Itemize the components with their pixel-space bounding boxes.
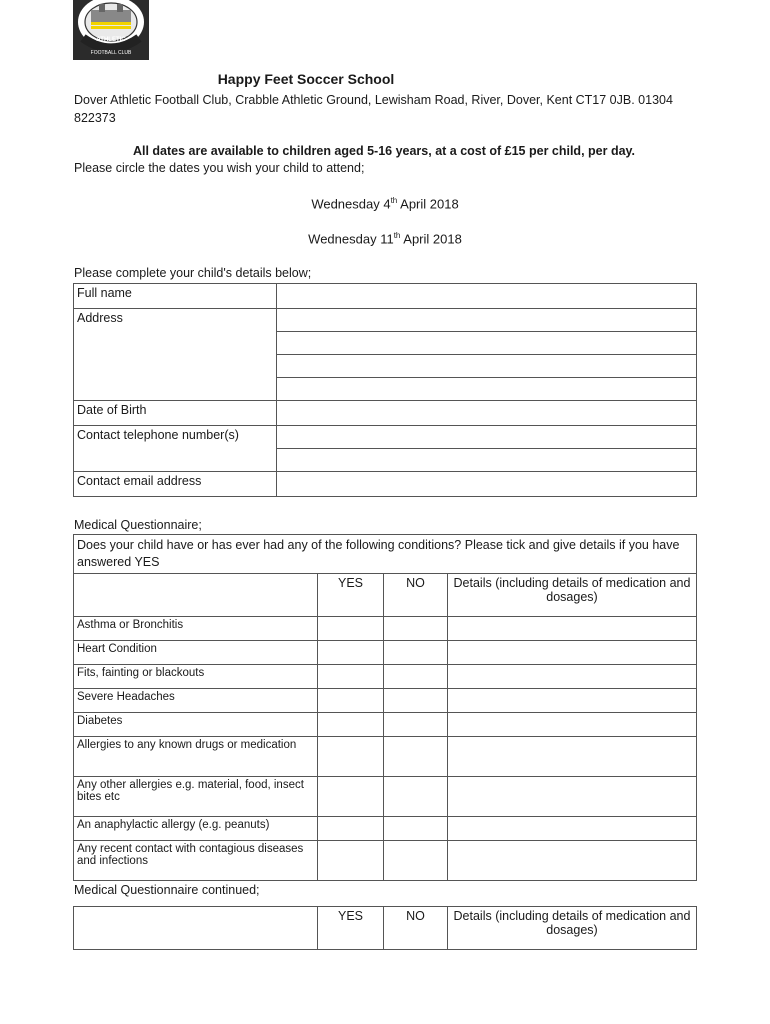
condition-header-cell [74,907,318,950]
medical-questionnaire-title: Medical Questionnaire; [74,518,202,532]
no-cell[interactable] [384,713,448,737]
yes-cell[interactable] [318,617,384,641]
no-column-header: NO [384,907,448,950]
crest-text-top: ATHLETIC [96,37,126,43]
yes-cell[interactable] [318,713,384,737]
condition-label: Any recent contact with contagious diseases and infections [74,841,318,881]
medical-table [73,534,697,881]
child-details-intro: Please complete your child's details below; [74,266,312,280]
date-option-2[interactable]: Wednesday 11th April 2018 [308,231,462,247]
no-column-header: NO [384,574,448,617]
phone-input-1[interactable] [277,426,697,449]
yes-column-header: YES [318,907,384,950]
phone-input-2[interactable] [277,449,697,472]
club-address: Dover Athletic Football Club, Crabble Athletic Ground, Lewisham Road, River, Dover, Kent CT17 0JB. 01304 822373 [74,93,673,125]
no-cell[interactable] [384,841,448,881]
condition-label: An anaphylactic allergy (e.g. peanuts) [74,817,318,841]
yes-cell[interactable] [318,737,384,777]
yes-cell[interactable] [318,641,384,665]
full-name-input[interactable] [277,284,697,309]
condition-label: Fits, fainting or blackouts [74,665,318,689]
medical-table-continued [73,906,697,950]
no-cell[interactable] [384,617,448,641]
details-column-header: Details (including details of medication and dosages) [448,907,697,950]
details-cell[interactable] [448,689,697,713]
details-cell[interactable] [448,641,697,665]
field-label-full-name: Full name [74,284,277,309]
condition-header-cell [74,574,318,617]
details-cell[interactable] [448,665,697,689]
field-label-address: Address [74,309,277,401]
field-label-phone: Contact telephone number(s) [74,426,277,472]
yes-cell[interactable] [318,817,384,841]
medical-question: Does your child have or has ever had any of the following conditions? Please tick and give details if you have answered YES [74,535,697,574]
details-cell[interactable] [448,841,697,881]
page-title: Happy Feet Soccer School [217,71,395,87]
condition-label: Heart Condition [74,641,318,665]
crest-text-bottom: FOOTBALL CLUB [90,50,132,56]
condition-label: Asthma or Bronchitis [74,617,318,641]
condition-label: Any other allergies e.g. material, food, insect bites etc [74,777,318,817]
no-cell[interactable] [384,665,448,689]
address-input-line-1[interactable] [277,309,697,332]
details-cell[interactable] [448,817,697,841]
yes-column-header: YES [318,574,384,617]
address-input-line-2[interactable] [277,332,697,355]
circle-dates-note: Please circle the dates you wish your child to attend; [74,161,365,175]
no-cell[interactable] [384,641,448,665]
details-cell[interactable] [448,737,697,777]
child-details-table [73,283,697,497]
yes-cell[interactable] [318,665,384,689]
condition-label: Diabetes [74,713,318,737]
medical-questionnaire-continued-title: Medical Questionnaire continued; [74,883,260,897]
dob-input[interactable] [277,401,697,426]
condition-label: Allergies to any known drugs or medication [74,737,318,777]
details-column-header: Details (including details of medication and dosages) [448,574,697,617]
date-option-1[interactable]: Wednesday 4th April 2018 [311,196,459,212]
details-cell[interactable] [448,617,697,641]
address-input-line-3[interactable] [277,355,697,378]
address-input-line-4[interactable] [277,378,697,401]
email-input[interactable] [277,472,697,497]
details-cell[interactable] [448,713,697,737]
no-cell[interactable] [384,737,448,777]
no-cell[interactable] [384,689,448,713]
club-crest-logo [73,0,149,60]
yes-cell[interactable] [318,841,384,881]
field-label-dob: Date of Birth [74,401,277,426]
yes-cell[interactable] [318,777,384,817]
details-cell[interactable] [448,777,697,817]
field-label-email: Contact email address [74,472,277,497]
yes-cell[interactable] [318,689,384,713]
no-cell[interactable] [384,777,448,817]
no-cell[interactable] [384,817,448,841]
availability-note: All dates are available to children aged 5-16 years, at a cost of £15 per child, per day. [132,144,636,158]
condition-label: Severe Headaches [74,689,318,713]
